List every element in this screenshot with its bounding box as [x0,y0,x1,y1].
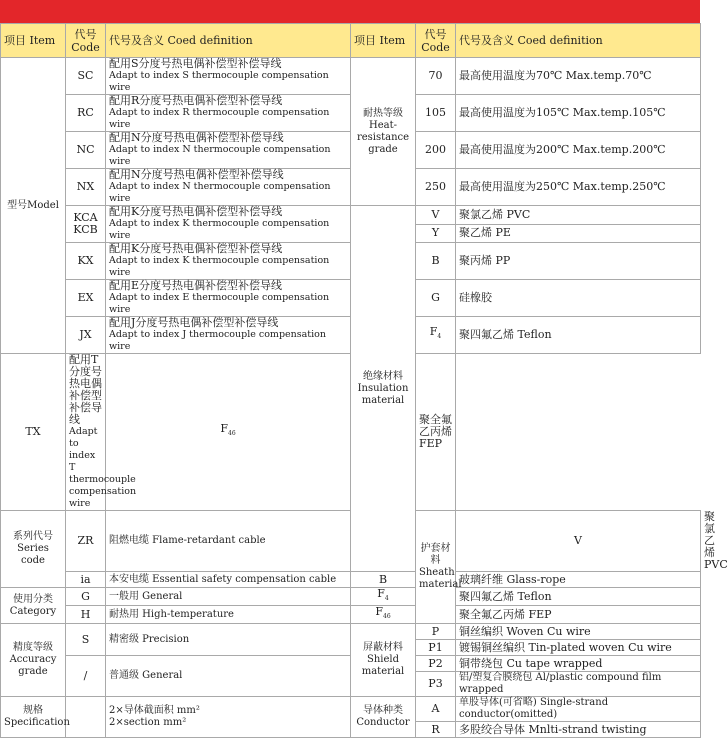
accuracy-grade-label: 精度等级 Accuracy grade [1,624,66,697]
sheath-definition: 聚全氟乙丙烯 FEP [456,606,701,624]
category-definition: 一般用 General [106,588,351,606]
heat-definition: 最高使用温度为70℃ Max.temp.70℃ [456,58,701,95]
series-definition: 本安电缆 Essential safety compensation cable [106,572,351,588]
model-definition: 配用K分度号热电偶补偿型补偿导线 Adapt to index K thermocouple compensation wire [106,206,351,243]
heat-code: 70 [416,58,456,95]
model-code: KCA KCB [66,206,106,243]
specification-code [66,697,106,738]
table-row [1,588,701,606]
sheath-code: $F_4$ [351,588,416,606]
sheath-label: 护套材料 Sheath material [416,511,456,624]
model-definition: 配用J分度号热电偶补偿型补偿导线 Adapt to index J thermocouple compensation wire [106,317,351,354]
series-definition: 阻燃电缆 Flame-retardant cable [106,511,351,572]
model-code: KX [66,243,106,280]
insulation-label: 绝缘材料 Insulation material [351,206,416,572]
insulation-definition: 聚乙烯 PE [456,224,701,243]
header-definition-right: 代号及含义 Coed definition [456,24,701,58]
conductor-code: R [416,722,456,738]
code-definition-table [0,23,728,738]
insulation-code: $F_{46}$ [106,354,351,511]
sheath-code: $F_{46}$ [351,606,416,624]
shield-code: P2 [416,656,456,672]
header-code-right: 代号 Code [416,24,456,58]
shield-code: P [416,624,456,640]
table-row: 系列代号 Series code ZR 阻燃电缆 Flame-retardant cable 护套材料 Sheath material V 聚氯乙烯 PVC [1,511,701,572]
model-code: NX [66,169,106,206]
series-code: ZR [66,511,106,572]
sheath-code: V [456,511,701,572]
shield-definition: 铜带绕包 Cu tape wrapped [456,656,701,672]
conductor-label: 导体种类 Conductor [351,697,416,738]
shield-definition: 铜丝编织 Woven Cu wire [456,624,701,640]
shield-definition: 铝/塑复合膜绕包 Al/plastic compound film wrapped [456,672,701,697]
model-definition: 配用S分度号热电偶补偿型补偿导线 Adapt to index S thermocouple compensation wire [106,58,351,95]
accuracy-code: / [66,656,106,697]
category-code: G [66,588,106,606]
model-definition: 配用K分度号热电偶补偿型补偿导线 Adapt to index K thermocouple compensation wire [106,243,351,280]
header-item-right: 项目 Item [351,24,416,58]
insulation-definition: 聚氯乙烯 PVC [456,206,701,225]
model-code: JX [66,317,106,354]
category-definition: 耐热用 High-temperature [106,606,351,624]
series-code: ia [66,572,106,588]
header-code: 代号 Code [66,24,106,58]
conductor-definition: 多股绞合导体 Mnlti-strand twisting [456,722,701,738]
model-definition: 配用E分度号热电偶补偿型补偿导线 Adapt to index E thermocouple compensation wire [106,280,351,317]
header-row [1,24,701,58]
insulation-code: V [416,206,456,225]
heat-definition: 最高使用温度为105℃ Max.temp.105℃ [456,95,701,132]
model-code: TX [1,354,66,511]
heat-resistance-label: 耐热等级 Heat- resistance grade [351,58,416,206]
heat-code: 105 [416,95,456,132]
shield-definition: 镀锡铜丝编织 Tin-plated woven Cu wire [456,640,701,656]
insulation-definition: 聚丙烯 PP [456,243,701,280]
sheath-definition: 聚四氟乙烯 Teflon [456,588,701,606]
heat-code: 250 [416,169,456,206]
heat-code: 200 [416,132,456,169]
table-row [1,624,701,640]
category-label: 使用分类 Category [1,588,66,624]
model-definition: 配用T分度号热电偶补偿型补偿导线 Adapt to index T thermocouple compensation wire [66,354,106,511]
conductor-definition: 单股导体(可省略) Single-strand conductor(omitted) [456,697,701,722]
top-banner [0,0,700,20]
category-code: H [66,606,106,624]
accuracy-definition: 精密级 Precision [106,624,351,656]
insulation-code: Y [416,224,456,243]
insulation-definition: 聚全氟乙丙烯 FEP [416,354,456,511]
insulation-code: $F_4$ [416,317,456,354]
shield-code: P3 [416,672,456,697]
table-row [1,697,701,722]
header-definition: 代号及含义 Coed definition [106,24,351,58]
header-item: 项目 Item [1,24,66,58]
conductor-code: A [416,697,456,722]
accuracy-code: S [66,624,106,656]
shield-code: P1 [416,640,456,656]
model-code: EX [66,280,106,317]
specification-label: 规格 Specification [1,697,66,738]
insulation-code: B [416,243,456,280]
sheath-code: B [351,572,416,588]
model-definition: 配用N分度号热电偶补偿型补偿导线 Adapt to index N thermocouple compensation wire [106,132,351,169]
model-definition: 配用N分度号热电偶补偿型补偿导线 Adapt to index N thermocouple compensation wire [106,169,351,206]
shield-label: 屏蔽材料 Shield material [351,624,416,697]
table-row [1,58,701,95]
sheath-definition: 玻璃纤维 Glass-rope [456,572,701,588]
heat-definition: 最高使用温度为200℃ Max.temp.200℃ [456,132,701,169]
specification-definition: 2×导体截面积 mm² 2×section mm² [106,697,351,738]
table-row [1,572,701,588]
model-code: RC [66,95,106,132]
model-definition: 配用R分度号热电偶补偿型补偿导线 Adapt to index R thermocouple compensation wire [106,95,351,132]
accuracy-definition: 普通级 General [106,656,351,697]
insulation-definition: 硅橡胶 [456,280,701,317]
series-code-label: 系列代号 Series code [1,511,66,588]
table-row [1,206,701,225]
model-code: NC [66,132,106,169]
model-label: 型号Model [1,58,66,354]
model-code: SC [66,58,106,95]
insulation-definition: 聚四氟乙烯 Teflon [456,317,701,354]
table-row [1,606,701,624]
insulation-code: G [416,280,456,317]
heat-definition: 最高使用温度为250℃ Max.temp.250℃ [456,169,701,206]
